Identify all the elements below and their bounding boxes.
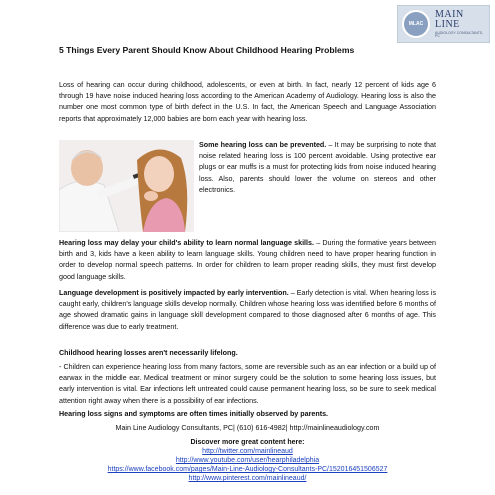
intro-paragraph: Loss of hearing can occur during childhood, adolescents, or even at birth. In fact, nearly 12 percent of kids age 6 through 19 have noise induced hearing loss according to the American Academy of Audiology. Hearing loss is also the number one most common type of birth defect in the U.S. In fact, the American Speech and Language Association reports that approximately 12,000 babies are born each year with hearing loss. xyxy=(59,81,436,123)
section-prevention-text: – It may be surprising to note that noise related hearing loss is 100 percent avoidable. Using protective ear plugs or ear muffs is a must for protecting kids from noise induced hearing loss. Also, parents should lower the volume on stereos and other electronics. xyxy=(199,141,436,194)
section-prevention xyxy=(199,140,436,196)
section-early-intervention-heading: Language development is positively impacted by early intervention. xyxy=(59,289,289,297)
links-section xyxy=(0,438,495,483)
section-prevention-heading: Some hearing loss can be prevented. xyxy=(199,141,327,149)
logo-tagline: AUDIOLOGY CONSULTANTS, PC xyxy=(435,30,484,38)
contact-footer: Main Line Audiology Consultants, PC| (610) 616-4982| http://mainlineaudiology.com xyxy=(115,424,380,432)
section-lifelong-text: - Children can experience hearing loss from many factors, some are reversible such as an ear infection or a build up of earwax in the middle ear. Medical treatment or minor surgery could be the solution to some hearing loss issues, but early intervention is vital. Ear infections left untreated could cause permanent hearing loss, so be sure to seek medical attention right away when there is a possibility of ear infections. xyxy=(59,363,436,405)
company-logo xyxy=(397,5,490,43)
logo-name: MAIN LINE xyxy=(435,8,464,30)
section-language-delay xyxy=(59,238,436,283)
section-lifelong-heading: Childhood hearing losses aren't necessarily lifelong. xyxy=(59,349,238,357)
section-language-delay-text: – During the formative years between birth and 3, kids have a keen ability to learn language skills. Young children need to have proper hearing function in order to develop normal speech patterns. In order for children to learn proper reading skills, they must first develop good language skills. xyxy=(59,239,436,281)
facebook-link[interactable]: https://www.facebook.com/pages/Main-Line-Audiology-Consultants-PC/152016451506527 xyxy=(107,466,388,473)
pinterest-link[interactable]: http://www.pinterest.com/mainlineaud/ xyxy=(188,475,307,482)
doctor-examining-child-photo xyxy=(59,140,194,232)
section-symptoms-heading: Hearing loss signs and symptoms are often times initially observed by parents. xyxy=(59,410,329,418)
twitter-link[interactable]: http://twitter.com/mainlineaud xyxy=(202,448,293,455)
youtube-link[interactable]: http://www.youtube.com/user/hearphiladelphia xyxy=(175,457,320,464)
section-early-intervention xyxy=(59,288,436,333)
page-title: 5 Things Every Parent Should Know About Childhood Hearing Problems xyxy=(59,45,355,55)
links-heading: Discover more great content here: xyxy=(190,439,305,446)
logo-seal: MLAC xyxy=(402,10,430,38)
section-language-delay-heading: Hearing loss may delay your child's ability to learn normal language skills. xyxy=(59,239,314,247)
section-early-intervention-text: – Early detection is vital. When hearing loss is caught early, children's language skills develop normally. Children whose hearing loss was identified before 6 months of age showed dramatic gains in language skill development compared to those diagnosed after 6 months of age. This difference was due to early treatment. xyxy=(59,289,437,331)
